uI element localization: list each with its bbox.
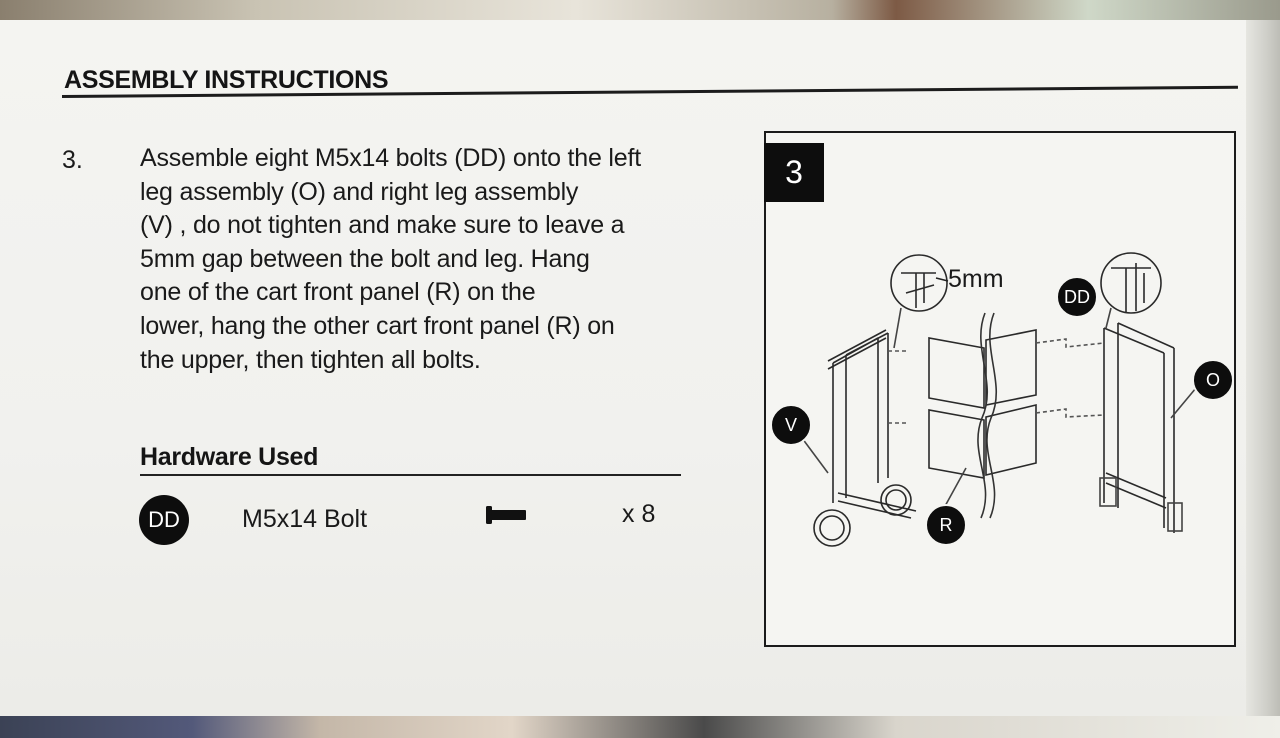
instruction-line: leg assembly (O) and right leg assembly bbox=[140, 177, 579, 206]
detail-bolt-left bbox=[901, 273, 936, 308]
instruction-line: one of the cart front panel (R) on the bbox=[140, 278, 536, 307]
callout-dd: DD bbox=[1056, 276, 1098, 318]
page-edge bbox=[1246, 20, 1280, 718]
left-leg-assembly bbox=[1100, 323, 1182, 533]
instruction-line: Assemble eight M5x14 bolts (DD) onto the left bbox=[140, 144, 641, 172]
instruction-line: (V) , do not tighten and make sure to leave a bbox=[140, 211, 625, 240]
detail-pointer-right bbox=[1106, 308, 1111, 328]
hardware-quantity: x 8 bbox=[622, 500, 656, 528]
callout-v: V bbox=[770, 404, 812, 446]
callout-line-r bbox=[944, 468, 966, 508]
hardware-name: M5x14 Bolt bbox=[242, 505, 368, 533]
callout-line-v bbox=[802, 438, 828, 473]
hardware-divider bbox=[140, 474, 681, 476]
bolt-icon bbox=[484, 504, 528, 526]
front-wheel-hub bbox=[820, 516, 844, 540]
page-title: ASSEMBLY INSTRUCTIONS bbox=[64, 66, 389, 94]
step-number: 3. bbox=[62, 146, 83, 174]
detail-magnifier-left bbox=[891, 255, 947, 311]
callout-o: O bbox=[1192, 359, 1234, 401]
instruction-line: lower, hang the other cart front panel (R) on bbox=[140, 311, 615, 340]
gap-label: 5mm bbox=[948, 265, 1004, 293]
hardware-code-badge: DD bbox=[139, 495, 189, 545]
detail-bolt-right bbox=[1111, 263, 1151, 313]
right-leg-assembly bbox=[828, 330, 916, 518]
diagram-step-label: 3 bbox=[764, 143, 824, 202]
hardware-title: Hardware Used bbox=[140, 443, 319, 471]
upper-front-panel bbox=[929, 330, 1036, 408]
detail-magnifier-right bbox=[1101, 253, 1161, 313]
callout-r: R bbox=[925, 504, 967, 546]
instruction-line: 5mm gap between the bolt and leg. Hang bbox=[140, 244, 590, 273]
cart-illustration bbox=[766, 133, 1234, 645]
instruction-line: the upper, then tighten all bolts. bbox=[140, 345, 481, 374]
background-bottom-photo bbox=[0, 716, 1280, 738]
background-top-photo bbox=[0, 0, 1280, 22]
step-instructions bbox=[140, 142, 700, 377]
detail-pointer-left bbox=[894, 308, 901, 348]
